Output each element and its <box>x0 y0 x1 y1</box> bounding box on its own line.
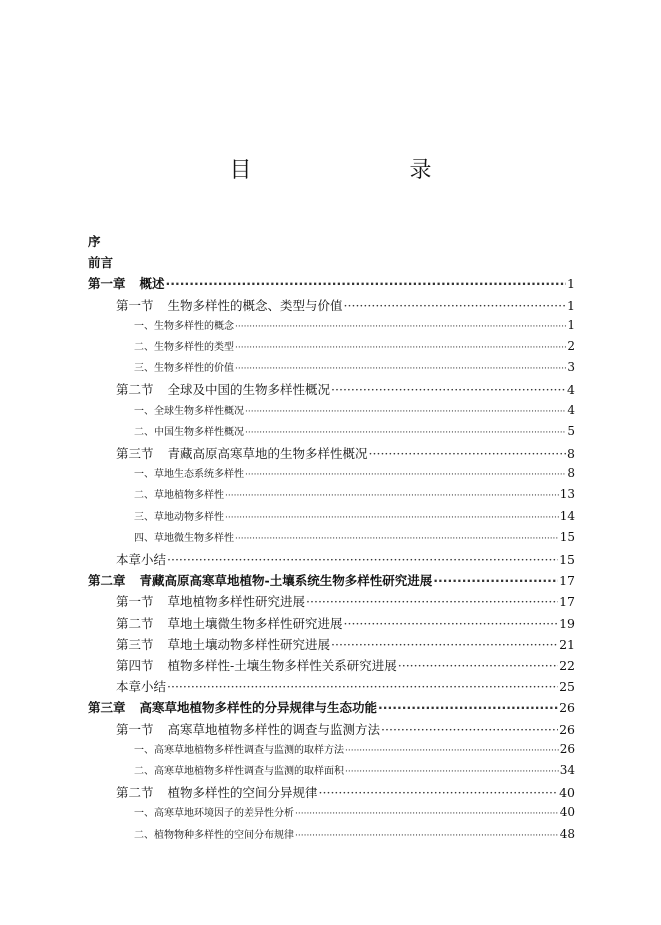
toc-entry[interactable] <box>134 338 575 353</box>
toc-entry-title: 草地植物多样性研究进展 <box>167 594 306 610</box>
toc-entry-number: 第二节 <box>116 615 154 631</box>
toc-entry[interactable] <box>116 656 575 674</box>
dot-leader <box>398 658 558 673</box>
dot-leader <box>344 616 559 631</box>
toc-entry-title: 三、生物多样性的价值 <box>134 363 234 375</box>
toc-entry[interactable] <box>116 614 575 632</box>
toc-entry[interactable] <box>116 550 575 568</box>
toc-entry[interactable] <box>134 402 575 417</box>
toc-entry-title: 一、高寒草地植物多样性调查与监测的取样方法 <box>134 744 344 756</box>
toc-entry-page: 3 <box>567 360 575 375</box>
toc-entry-title: 二、中国生物多样性概况 <box>134 426 244 438</box>
toc-entry-page: 8 <box>567 466 575 481</box>
toc-entry-text <box>88 698 377 716</box>
toc-entry-page: 22 <box>559 658 575 673</box>
toc-entry-page: 15 <box>559 529 575 544</box>
toc-entry-text <box>134 529 234 544</box>
toc-entry-text <box>134 402 244 417</box>
toc-entry-title: 本章小结 <box>116 679 167 695</box>
dot-leader <box>295 831 559 841</box>
toc-entry[interactable] <box>134 741 575 756</box>
toc-entry-text <box>134 804 294 819</box>
toc-entry-text <box>134 423 244 438</box>
toc-entry[interactable] <box>88 698 575 716</box>
toc-entry-page: 1 <box>567 276 575 292</box>
toc-entry-text <box>116 635 330 653</box>
toc-entry-number: 第二节 <box>116 785 154 801</box>
dot-leader <box>306 594 558 609</box>
toc-entry-title: 二、生物多样性的类型 <box>134 342 234 353</box>
toc-entry-text <box>134 508 224 523</box>
toc-entry[interactable] <box>116 783 575 801</box>
toc-entry-text <box>134 317 234 332</box>
toc-entry-text <box>116 296 343 314</box>
toc-entry[interactable] <box>116 720 575 738</box>
toc-entry-page: 5 <box>567 423 575 438</box>
toc-entry-page: 2 <box>567 339 575 353</box>
toc-entry-number: 第一章 <box>88 276 126 292</box>
toc-entry-number: 第一节 <box>116 297 154 313</box>
dot-leader <box>167 679 558 694</box>
toc-entry-label: 前言 <box>88 255 114 271</box>
toc-entry-number: 第一节 <box>116 721 154 737</box>
toc-entry-page: 15 <box>559 552 575 567</box>
toc-entry-title: 高寒草地植物多样性的分异规律与生态功能 <box>139 700 378 716</box>
toc-entry[interactable] <box>116 296 575 314</box>
page-title: 目 录 <box>229 158 470 183</box>
toc-entry-text <box>134 338 234 353</box>
toc-entry-text <box>134 826 294 841</box>
toc-entry-text <box>116 380 330 398</box>
toc-entry-text <box>116 592 305 610</box>
toc-entry-number: 第三节 <box>116 636 154 652</box>
toc-entry[interactable] <box>134 486 575 501</box>
dot-leader <box>245 428 566 438</box>
toc-entry-number: 第二节 <box>116 382 154 398</box>
dot-leader <box>369 446 567 461</box>
toc-entry-title: 植物多样性的空间分异规律 <box>167 785 318 801</box>
dot-leader <box>225 491 559 501</box>
toc-entry-text <box>116 720 380 738</box>
dot-leader <box>319 785 559 800</box>
toc-entry-page: 26 <box>559 721 575 737</box>
toc-entry-title: 生物多样性的概念、类型与价值 <box>167 297 343 313</box>
toc-entry-page: 4 <box>567 402 575 417</box>
toc-entry-page: 1 <box>567 297 575 313</box>
dot-leader <box>295 809 559 819</box>
dot-leader <box>345 767 559 777</box>
toc-entry[interactable] <box>134 826 575 841</box>
toc-entry-page: 17 <box>559 594 575 610</box>
toc-entry-text <box>134 465 244 480</box>
toc-entry-number: 第三节 <box>116 446 154 461</box>
toc-entry-text <box>116 656 397 674</box>
toc-entry-page: 13 <box>559 487 575 502</box>
toc-entry-title: 一、生物多样性的概念 <box>134 320 234 332</box>
toc-entry-text <box>116 677 166 695</box>
toc-entry[interactable] <box>116 592 575 610</box>
dot-leader <box>235 322 566 332</box>
toc-entry-title: 本章小结 <box>116 552 167 567</box>
toc-entry-title: 四、草地微生物多样性 <box>134 532 234 544</box>
dot-leader <box>331 382 566 397</box>
toc-entry[interactable] <box>88 232 101 250</box>
toc-entry-title: 一、草地生态系统多样性 <box>134 469 244 481</box>
toc-entry-page: 40 <box>559 805 575 820</box>
dot-leader <box>235 343 566 353</box>
toc-entry-text <box>88 274 165 292</box>
toc-entry[interactable] <box>134 465 575 480</box>
toc-entry-text <box>116 550 166 568</box>
dot-leader <box>345 746 559 756</box>
toc-entry-page: 17 <box>559 573 575 589</box>
toc-entry[interactable] <box>88 274 575 292</box>
toc-entry-title: 全球及中国的生物多样性概况 <box>167 382 331 398</box>
toc-entry-page: 8 <box>567 446 575 461</box>
toc-entry[interactable] <box>88 571 575 589</box>
toc-entry[interactable] <box>116 677 575 695</box>
toc-entry[interactable] <box>134 762 575 777</box>
dot-leader <box>235 364 566 374</box>
toc-entry-title: 三、草地动物多样性 <box>134 511 224 523</box>
toc-entry-title: 二、植物物种多样性的空间分布规律 <box>134 829 294 841</box>
toc-entry-number: 第二章 <box>88 573 126 589</box>
dot-leader <box>225 513 559 523</box>
toc-entry-text <box>134 762 344 777</box>
toc-entry[interactable] <box>134 317 575 332</box>
toc-entry-text <box>134 741 344 756</box>
toc-entry-title: 草地土壤微生物多样性研究进展 <box>167 615 343 631</box>
dot-leader <box>378 700 558 715</box>
dot-leader <box>344 298 567 313</box>
toc-entry-text <box>116 614 343 632</box>
dot-leader <box>245 470 566 480</box>
dot-leader <box>381 722 558 737</box>
toc-entry-text <box>88 571 432 589</box>
dot-leader <box>166 276 567 291</box>
toc-entry-page: 21 <box>559 636 575 652</box>
dot-leader <box>245 407 566 417</box>
toc-entry-label: 序 <box>88 234 101 249</box>
toc-entry-page: 19 <box>559 615 575 631</box>
toc-entry-title: 草地土壤动物多样性研究进展 <box>167 636 331 652</box>
toc-entry[interactable] <box>88 253 113 271</box>
dot-leader <box>167 552 558 567</box>
toc-entry-title: 植物多样性-土壤生物多样性关系研究进展 <box>167 658 397 673</box>
toc-entry[interactable] <box>134 508 575 523</box>
toc-entry[interactable] <box>134 359 575 374</box>
toc-entry-page: 26 <box>559 741 575 756</box>
toc-entry-number: 第三章 <box>88 700 126 716</box>
dot-leader <box>331 637 558 652</box>
toc-entry-page: 34 <box>559 763 575 777</box>
toc-entry-text <box>134 359 234 374</box>
toc-entry-page: 14 <box>559 508 575 523</box>
dot-leader <box>235 534 559 544</box>
toc-entry[interactable] <box>134 423 575 438</box>
toc-entry-title: 一、高寒草地环境因子的差异性分析 <box>134 808 294 820</box>
toc-entry[interactable] <box>116 380 575 398</box>
toc-entry-page: 1 <box>567 317 575 332</box>
toc-entry-title: 高寒草地植物多样性的调查与监测方法 <box>167 721 381 737</box>
dot-leader <box>433 573 558 588</box>
toc-entry-page: 25 <box>559 679 575 695</box>
toc-entry-number: 第一节 <box>116 594 154 610</box>
toc-entry[interactable] <box>116 444 575 462</box>
toc-entry-text <box>116 783 318 801</box>
toc-entry-title: 青藏高原高寒草地植物-土壤系统生物多样性研究进展 <box>139 573 433 589</box>
toc-entry[interactable] <box>134 529 575 544</box>
toc-entry-page: 48 <box>559 826 575 841</box>
toc-entry-page: 26 <box>559 700 575 716</box>
toc-entry-title: 二、高寒草地植物多样性调查与监测的取样面积 <box>134 766 344 777</box>
toc-entry-page: 4 <box>567 382 575 398</box>
toc-entry[interactable] <box>116 635 575 653</box>
toc-entry-text <box>134 486 224 501</box>
toc-entry-text <box>116 444 368 462</box>
toc-entry-title: 二、草地植物多样性 <box>134 490 224 502</box>
toc-entry-title: 概述 <box>139 276 165 292</box>
toc-entry-number: 第四节 <box>116 658 154 673</box>
toc-entry-title: 青藏高原高寒草地的生物多样性概况 <box>167 446 368 461</box>
toc-entry[interactable] <box>134 804 575 819</box>
toc-entry-page: 40 <box>559 785 575 801</box>
toc-entry-title: 一、全球生物多样性概况 <box>134 405 244 417</box>
